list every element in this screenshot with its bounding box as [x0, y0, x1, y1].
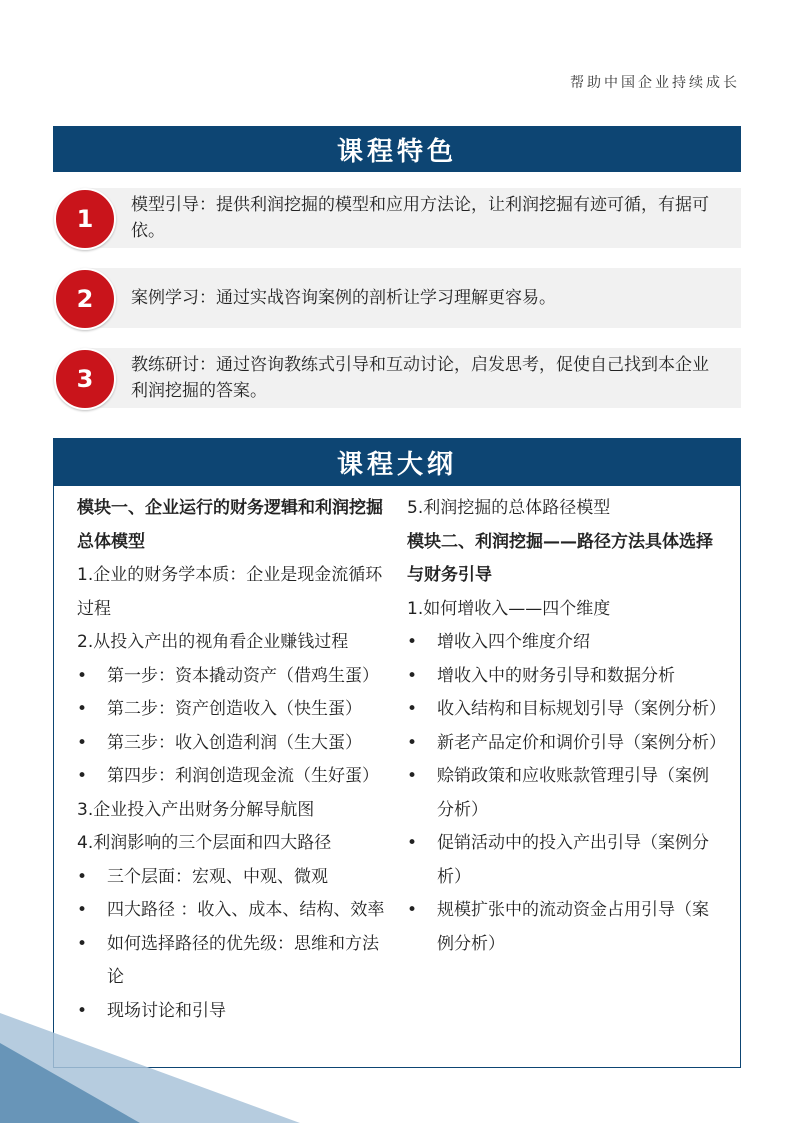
revenue-list: [407, 626, 726, 961]
tagline: 帮助中国企业持续成长: [570, 75, 740, 91]
list-item-text: 新老产品定价和调价引导（案例分析）: [437, 732, 726, 753]
list-item: [407, 693, 726, 727]
list-item: [407, 894, 722, 961]
list-item: [77, 861, 395, 895]
bullet-icon: •: [407, 732, 418, 753]
list-item: [77, 693, 395, 727]
bullet-icon: •: [407, 766, 418, 786]
list-item: [77, 727, 395, 761]
feature-item: [60, 268, 741, 328]
list-item: [407, 660, 722, 694]
feature-text: 模型引导：提供利润挖掘的模型和应用方法论，让利润挖掘有迹可循，有据可依。: [131, 195, 709, 241]
list-item: [407, 727, 726, 761]
feature-text: 案例学习：通过实战咨询案例的剖析让学习理解更容易。: [131, 288, 556, 308]
list-item: [77, 894, 395, 928]
feature-number-badge: 2: [54, 268, 116, 330]
list-item: [77, 660, 395, 694]
bullet-icon: •: [407, 699, 418, 719]
list-item-text: 赊销政策和应收账款管理引导（案例分析）: [437, 766, 709, 820]
feature-text-box: [80, 268, 741, 328]
list-item-text: 增收入四个维度介绍: [437, 632, 590, 652]
bullet-icon: •: [77, 900, 88, 920]
outline-point: 4.利润影响的三个层面和四大路径: [77, 833, 332, 853]
bullet-icon: •: [77, 732, 88, 753]
list-item-text: 第二步：资产创造收入（快生蛋）: [107, 699, 362, 719]
list-item: [77, 995, 395, 1029]
bullet-icon: •: [77, 766, 88, 786]
list-item-text: 增收入中的财务引导和数据分析: [437, 665, 675, 686]
list-item-text: 三个层面：宏观、中观、微观: [107, 866, 328, 887]
feature-number-badge: 1: [54, 188, 116, 250]
list-item-text: 促销活动中的投入产出引导（案例分析）: [437, 833, 709, 887]
list-item: [407, 626, 722, 660]
feature-text-box: [80, 348, 741, 408]
outline-header: [53, 438, 741, 486]
list-item-text: 收入结构和目标规划引导（案例分析）: [437, 699, 726, 719]
bullet-icon: •: [77, 866, 88, 887]
list-item: [77, 760, 395, 794]
features-title: 课程特色: [336, 136, 457, 167]
bullet-icon: •: [407, 665, 418, 686]
outline-left-column: [77, 492, 395, 1028]
outline-point: 1.企业的财务学本质：企业是现金流循环过程: [77, 565, 383, 619]
list-item: [407, 827, 722, 894]
bullet-icon: •: [407, 900, 418, 920]
module2-title: 模块二、利润挖掘——路径方法具体选择与财务引导: [407, 531, 713, 585]
bullet-icon: •: [77, 1000, 88, 1021]
feature-text-box: [80, 188, 741, 248]
feature-text: 教练研讨：通过咨询教练式引导和互动讨论，启发思考，促使自己找到本企业利润挖掘的答案。: [131, 355, 709, 401]
bullet-icon: •: [407, 632, 418, 652]
step-list: [77, 660, 395, 794]
features-header: [53, 126, 741, 172]
list-item-text: 如何选择路径的优先级：思维和方法论: [107, 933, 379, 987]
outline-point: 1.如何增收入——四个维度: [407, 598, 611, 619]
list-item: [407, 760, 722, 827]
outline-title: 课程大纲: [336, 449, 457, 480]
list-item-text: 现场讨论和引导: [107, 1000, 226, 1021]
bullet-icon: •: [77, 933, 88, 954]
feature-item: [60, 188, 741, 248]
outline-right-column: [407, 492, 726, 961]
path-list: [77, 861, 395, 1029]
list-item-text: 四大路径 ：收入、成本、结构、效率: [107, 900, 385, 920]
feature-number-badge: 3: [54, 348, 116, 410]
bullet-icon: •: [407, 833, 418, 853]
outline-point: 2.从投入产出的视角看企业赚钱过程: [77, 632, 349, 652]
outline-point: 3.企业投入产出财务分解导航图: [77, 799, 315, 820]
bullet-icon: •: [77, 665, 88, 686]
list-item-text: 第四步：利润创造现金流（生好蛋）: [107, 766, 379, 786]
list-item: [77, 928, 395, 995]
list-item-text: 第一步：资本撬动资产（借鸡生蛋）: [107, 665, 379, 686]
list-item-text: 规模扩张中的流动资金占用引导（案例分析）: [437, 900, 709, 954]
list-item-text: 第三步：收入创造利润（生大蛋）: [107, 732, 362, 753]
outline-point: 5.利润挖掘的总体路径模型: [407, 498, 611, 518]
module1-title: 模块一、企业运行的财务逻辑和利润挖掘总体模型: [77, 498, 383, 552]
bullet-icon: •: [77, 699, 88, 719]
feature-item: [60, 348, 741, 408]
